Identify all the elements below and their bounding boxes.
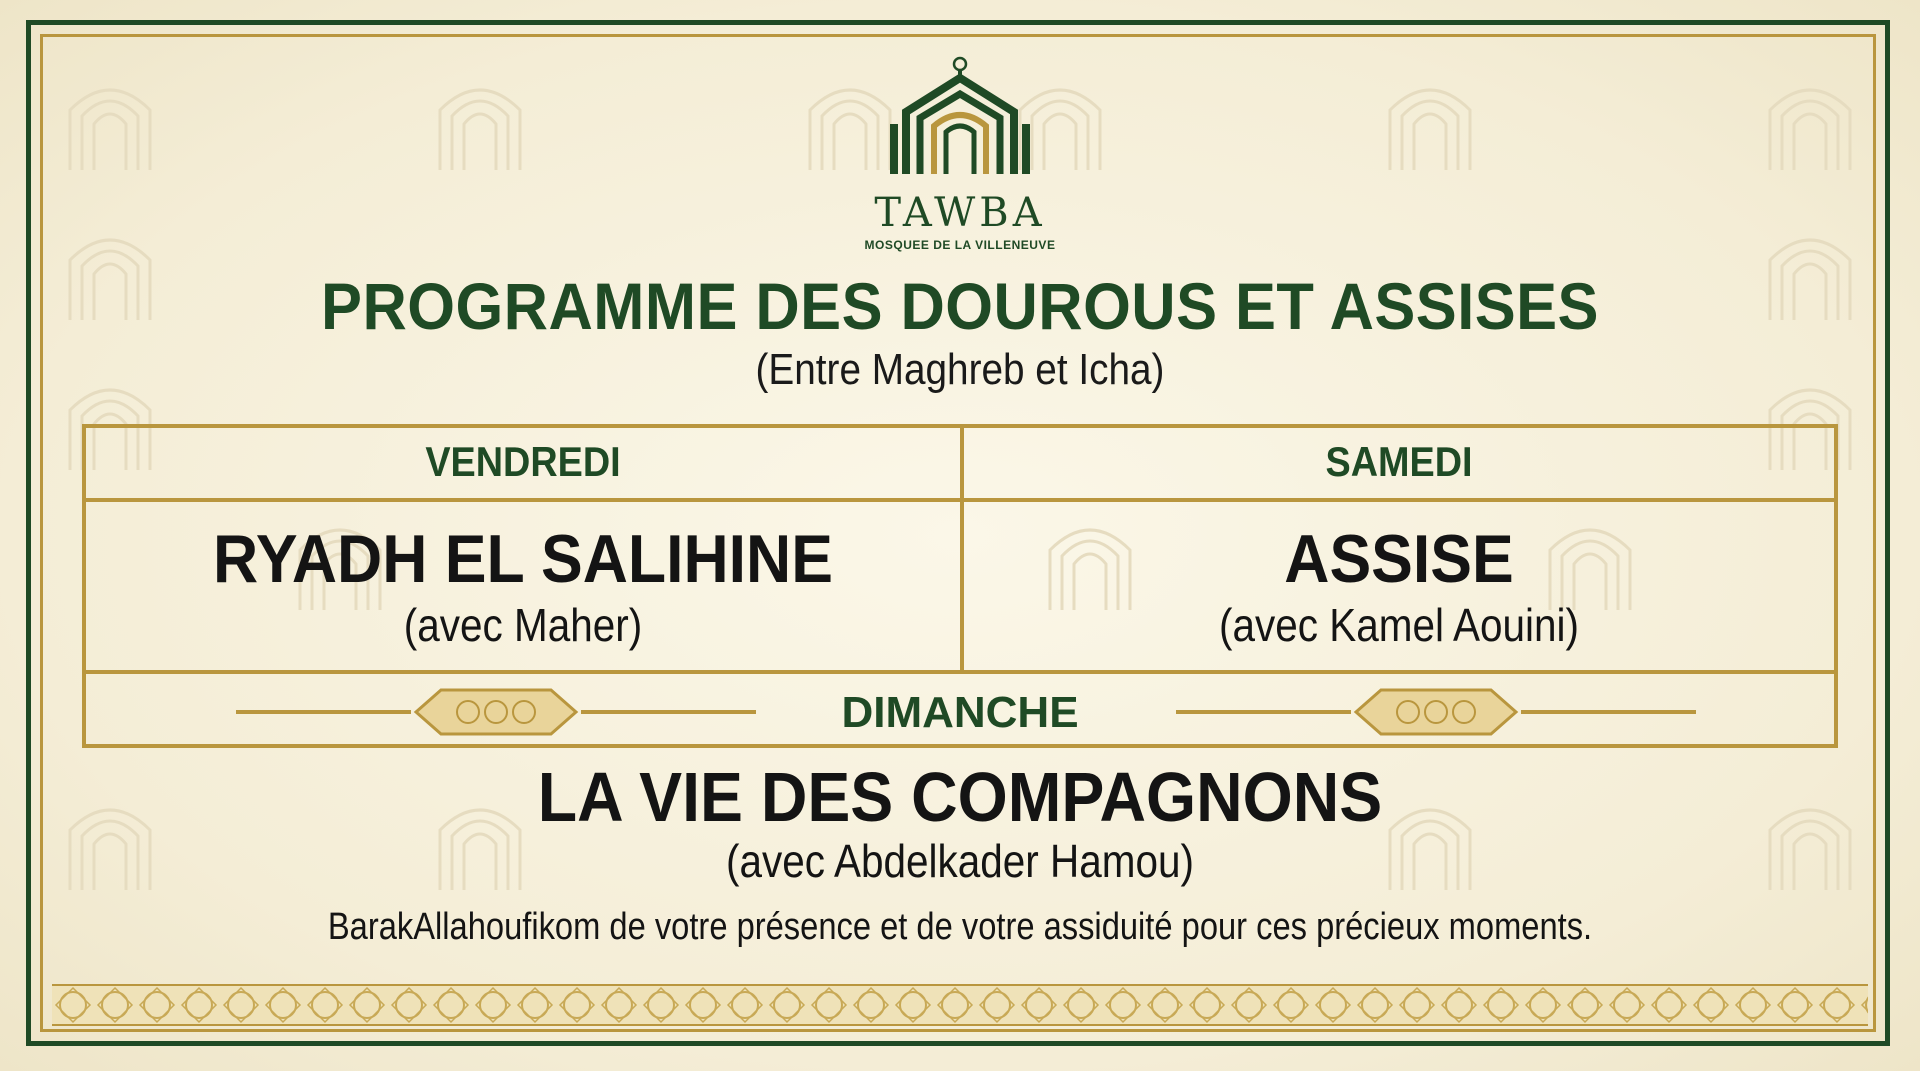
page-title: PROGRAMME DES DOUROUS ET ASSISES bbox=[321, 269, 1599, 343]
mosque-logo bbox=[860, 52, 1060, 262]
saturday-topic: ASSISE bbox=[1284, 521, 1514, 597]
thanks-message: BarakAllahoufikom de votre présence et de votre assiduité pour ces précieux moments. bbox=[327, 906, 1593, 948]
column-divider bbox=[960, 428, 964, 674]
friday-speaker: (avec Maher) bbox=[403, 599, 643, 651]
row-divider bbox=[86, 670, 1834, 674]
friday-topic: RYADH EL SALIHINE bbox=[213, 521, 833, 597]
row-divider bbox=[86, 498, 1834, 502]
mosque-arch-icon bbox=[860, 52, 1060, 192]
page-subtitle: (Entre Maghreb et Icha) bbox=[755, 345, 1165, 394]
logo-subtitle: MOSQUEE DE LA VILLENEUVE bbox=[864, 238, 1056, 252]
friday-day: VENDREDI bbox=[425, 438, 621, 485]
logo-name: TAWBA bbox=[874, 190, 1046, 236]
saturday-speaker: (avec Kamel Aouini) bbox=[1218, 599, 1580, 651]
decorative-band bbox=[52, 984, 1868, 1026]
sunday-speaker: (avec Abdelkader Hamou) bbox=[725, 835, 1195, 887]
saturday-day: SAMEDI bbox=[1325, 438, 1473, 485]
schedule-table bbox=[82, 424, 1838, 748]
sunday-day: DIMANCHE bbox=[841, 688, 1079, 737]
sunday-topic: LA VIE DES COMPAGNONS bbox=[537, 758, 1383, 836]
